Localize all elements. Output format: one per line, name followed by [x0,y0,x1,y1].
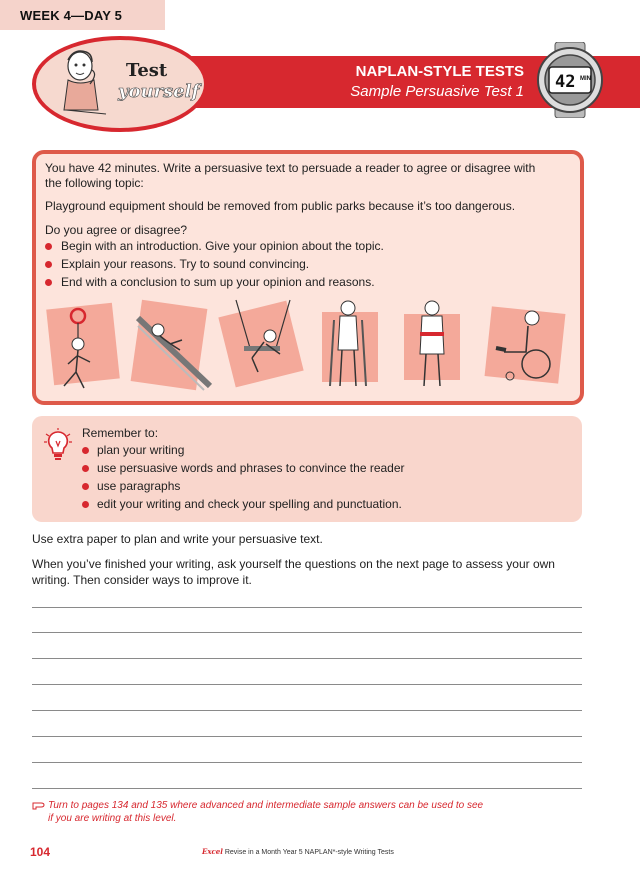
task-bullet-3: End with a conclusion to sum up your opinion and reasons. [61,275,375,289]
remember-item-4: edit your writing and check your spelling and punctuation. [97,497,402,511]
instruction-extra-paper: Use extra paper to plan and write your persuasive text. [32,532,323,546]
child-in-wheelchair-illustration [485,306,566,383]
badge-text-yourself: yourself [118,81,200,102]
task-bullet-1: Begin with an introduction. Give your opinion about the topic. [61,239,384,253]
bullet-dot [82,483,89,490]
writing-line[interactable] [32,658,582,659]
lightbulb-icon [44,428,72,464]
task-topic: Playground equipment should be removed from public parks because it’s too dangerous. [45,199,516,213]
bullet-dot [82,501,89,508]
writing-line[interactable] [32,684,582,685]
child-on-crutches-illustration [322,301,378,386]
timer-value: 42 [555,72,576,92]
instruction-assess-2: writing. Then consider ways to improve it. [32,573,252,587]
writing-line[interactable] [32,736,582,737]
task-question: Do you agree or disagree? [45,223,188,237]
footnote-line-2: if you are writing at this level. [48,813,177,824]
remember-item-3: use paragraphs [97,479,181,493]
publisher-brand: Excel [202,847,223,856]
book-title: Revise in a Month Year 5 NAPLAN*-style Writing Tests [224,849,394,856]
bullet-dot [45,261,52,268]
writing-line[interactable] [32,607,582,608]
child-with-sling-illustration [404,301,460,386]
task-intro-continued: the following topic: [45,176,144,190]
bullet-dot [82,465,89,472]
bullet-dot [45,243,52,250]
instruction-assess-1: When you’ve finished your writing, ask yourself the questions on the next page to assess your own [32,557,555,571]
book-footer [202,847,394,856]
week-day-tab [0,0,165,30]
bullet-dot [82,447,89,454]
page-title: NAPLAN-STYLE TESTS [355,63,524,80]
injured-children-illustrations [40,298,580,398]
bullet-dot [45,279,52,286]
pointing-hand-icon [32,800,46,810]
thinking-boy-illustration [46,44,126,124]
writing-line[interactable] [32,632,582,633]
timer-unit: MIN [580,76,591,82]
task-intro: You have 42 minutes. Write a persuasive text to persuade a reader to agree or disagree with [45,161,536,175]
task-bullet-2: Explain your reasons. Try to sound convincing. [61,257,310,271]
footnote-line-1: Turn to pages 134 and 135 where advanced and intermediate sample answers can be used to see [48,800,484,811]
remember-item-2: use persuasive words and phrases to convince the reader [97,461,405,475]
writing-line[interactable] [32,710,582,711]
remember-item-1: plan your writing [97,443,185,457]
writing-line[interactable] [32,762,582,763]
remember-heading: Remember to: [82,426,159,440]
child-on-rings-illustration [46,303,120,388]
week-day-label: WEEK 4—DAY 5 [20,8,123,23]
child-on-slide-illustration [131,300,210,390]
child-on-swing-illustration [218,300,303,387]
writing-line[interactable] [32,788,582,789]
badge-text-test: Test [126,60,168,81]
page-number: 104 [30,845,51,859]
page-subtitle: Sample Persuasive Test 1 [350,83,524,100]
